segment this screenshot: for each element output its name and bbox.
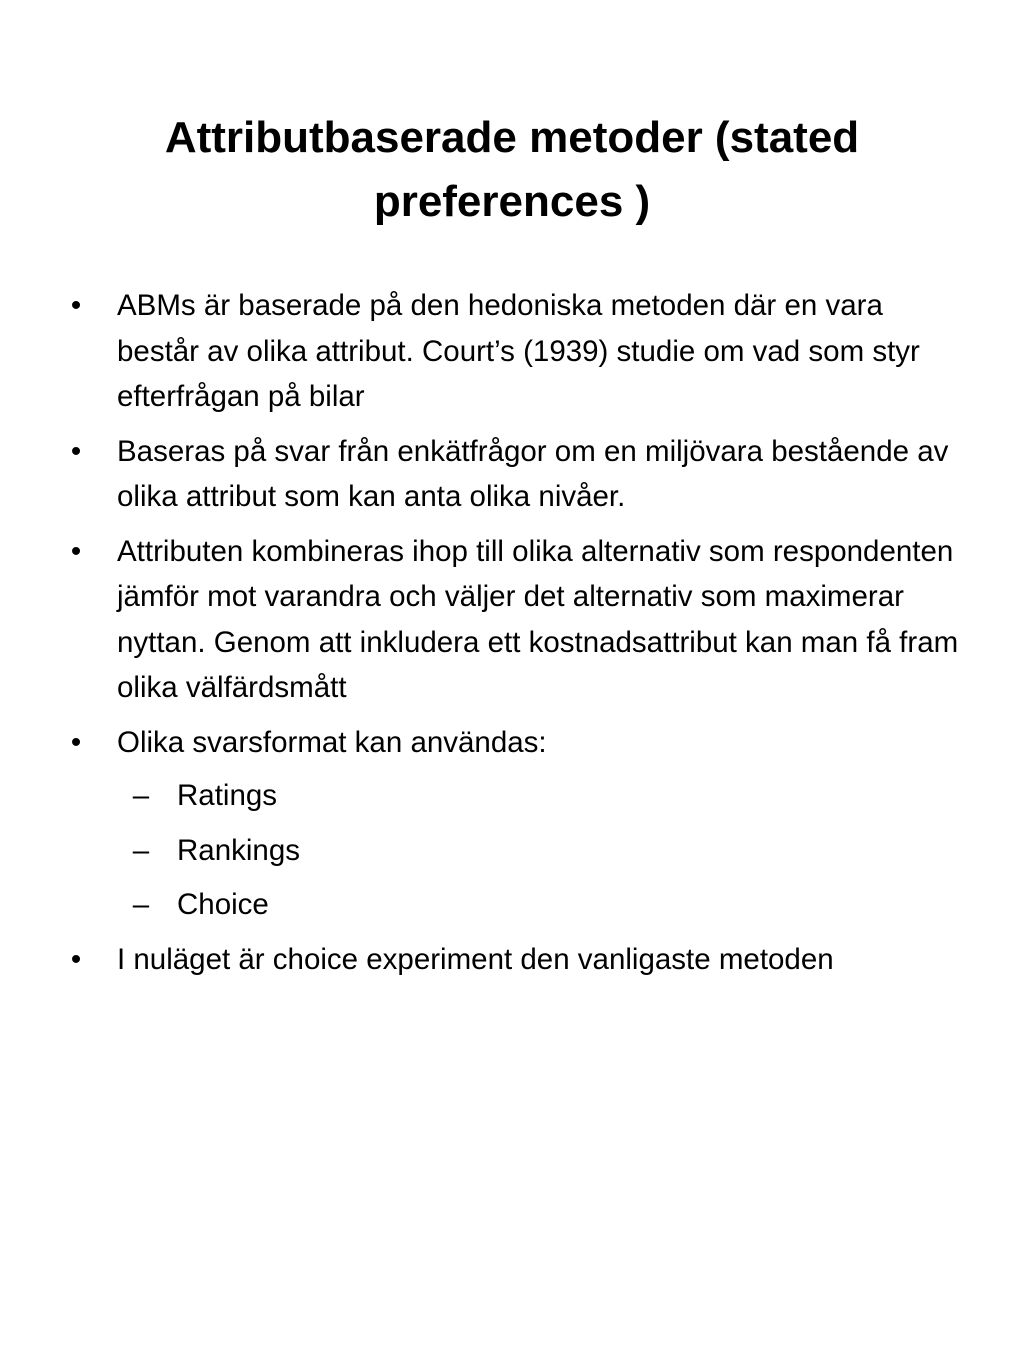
bullet-text: Olika svarsformat kan användas: bbox=[117, 725, 547, 759]
dash-marker: – bbox=[132, 833, 150, 867]
sub-bullet-item bbox=[117, 828, 962, 874]
sub-bullet-item bbox=[117, 773, 962, 819]
sub-bullet-item bbox=[117, 882, 962, 928]
bullet-item bbox=[62, 283, 962, 420]
dash-marker: – bbox=[132, 888, 150, 921]
bullet-item bbox=[62, 937, 962, 983]
sub-bullet-list bbox=[117, 773, 962, 928]
bullet-item bbox=[62, 429, 962, 520]
bullet-item bbox=[62, 529, 962, 711]
sub-bullet-text: Rankings bbox=[177, 833, 300, 867]
slide-title: Attributbaserade metoder (stated preferences ) bbox=[164, 113, 860, 226]
bullet-marker: • bbox=[70, 434, 82, 468]
bullet-marker: • bbox=[70, 942, 82, 976]
bullet-text: Attributen kombineras ihop till olika alternativ som respondenten jämför mot varandra och väljer det alternativ som maximerar nyttan. Genom att inkludera ett kostnadsattribut kan man få fram olika välfärdsmått bbox=[117, 534, 959, 704]
bullet-marker: • bbox=[70, 534, 82, 568]
bullet-marker: • bbox=[70, 725, 82, 759]
sub-bullet-text: Ratings bbox=[177, 779, 278, 812]
sub-bullet-text: Choice bbox=[177, 888, 269, 921]
bullet-item bbox=[62, 720, 962, 928]
bullet-marker: • bbox=[70, 289, 82, 322]
bullet-text: ABMs är baserade på den hedoniska metoden där en vara består av olika attribut. Court’s (1939) studie om vad som styr efterfrågan på bilar bbox=[117, 289, 920, 413]
bullet-text: Baseras på svar från enkätfrågor om en miljövara bestående av olika attribut som kan anta olika nivåer. bbox=[117, 434, 949, 513]
bullet-text: I nuläget är choice experiment den vanligaste metoden bbox=[117, 942, 834, 976]
bullet-list bbox=[62, 283, 962, 991]
dash-marker: – bbox=[132, 779, 150, 812]
